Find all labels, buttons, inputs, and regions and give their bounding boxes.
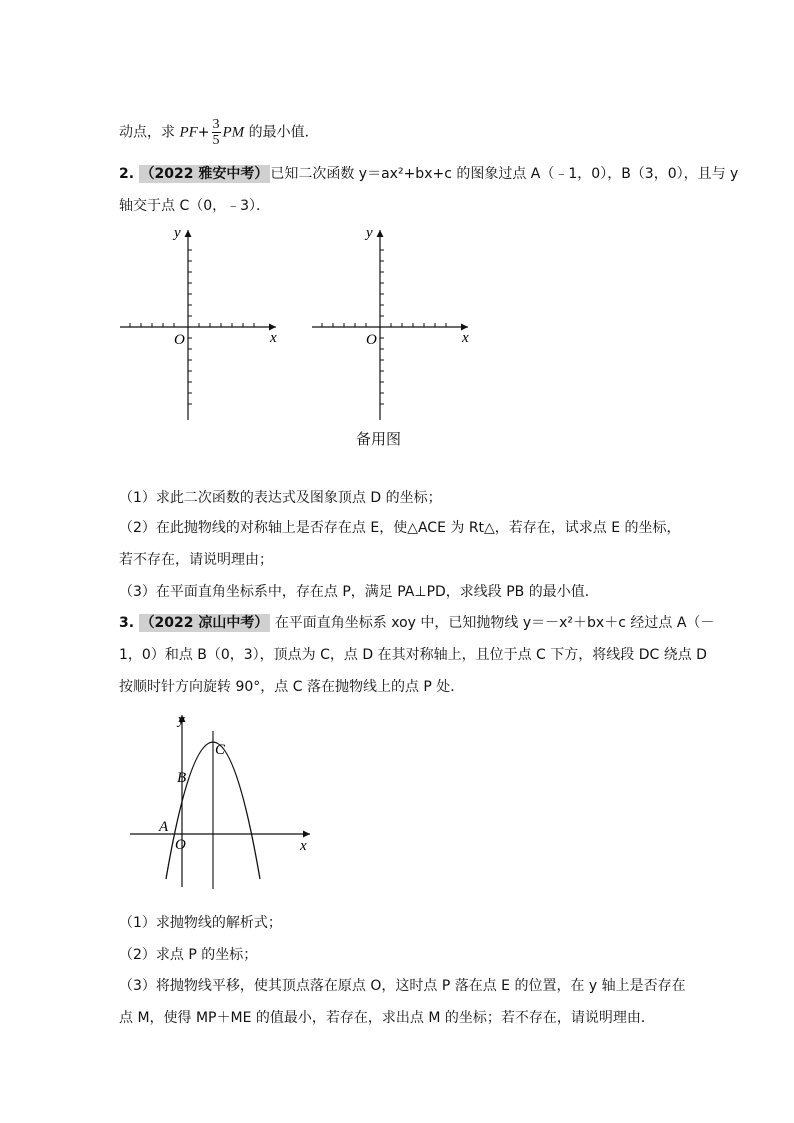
q3-point-a-label: A [159, 819, 169, 835]
q2-number: 2. [119, 166, 135, 182]
q3-origin-label: O [175, 837, 186, 853]
q2-source-tag: （2022 雅安中考） [140, 166, 269, 182]
q2-figure [110, 220, 490, 450]
q3-point-b-label: B [177, 770, 187, 786]
q2-right-x-label: x [462, 330, 469, 346]
q3-line1 [119, 613, 714, 633]
q3-sub3b: 点 M，使得 MP＋ME 的值最小，若存在，求出点 M 的坐标；若不存在，请说明理由． [119, 1010, 655, 1026]
q3-point-c-label: C [215, 742, 226, 758]
q2-left-origin-label: O [174, 332, 185, 348]
q3-sub2: （2）求点 P 的坐标； [119, 947, 258, 963]
q2-line2 [119, 196, 270, 216]
q3-sub3a: （3）将抛物线平移，使其顶点落在原点 O，这时点 P 落在点 E 的位置，在 y 轴上是否存在 [119, 978, 686, 994]
q3-sub1: （1）求抛物线的解析式； [119, 915, 282, 931]
q1-tail-line [119, 117, 319, 148]
q3-source-tag: （2022 凉山中考） [140, 615, 269, 631]
q2-sub3: （3）在平面直角坐标系中，存在点 P，满足 PA⊥PD，求线段 PB 的最小值． [119, 584, 599, 600]
q2-sub1: （1）求此二次函数的表达式及图象顶点 D 的坐标； [119, 490, 442, 506]
q1-expr-b: PM [222, 124, 245, 141]
q2-left-x-label: x [270, 330, 277, 346]
q3-y-label: y [178, 712, 185, 728]
q2-figure-caption: 备用图 [356, 430, 402, 448]
q2-right-origin-label: O [366, 332, 377, 348]
q3-line2: 1，0）和点 B（0，3），顶点为 C，点 D 在其对称轴上，且位于点 C 下方，将线段 DC 绕点 D [119, 647, 707, 663]
q2-stem-line2: 轴交于点 C（0，﹣3）． [119, 198, 271, 214]
q3-stem-line1: 在平面直角坐标系 xoy 中，已知抛物线 y＝－x²＋bx＋c 经过点 A（－ [274, 615, 715, 631]
q1-fraction [212, 117, 221, 148]
q3-number: 3. [119, 615, 135, 631]
q2-right-y-label: y [366, 225, 373, 241]
q3-x-label: x [300, 838, 307, 854]
q1-suffix: 的最小值． [244, 124, 319, 141]
q1-frac-den: 5 [212, 133, 220, 148]
q1-frac-num: 3 [212, 117, 220, 132]
q2-left-y-label: y [174, 225, 181, 241]
q2-sub2a: （2）在此抛物线的对称轴上是否存在点 E，使△ACE 为 Rt△，若存在，试求点 E 的坐标， [119, 520, 681, 536]
q1-prefix: 动点，求 [119, 124, 180, 141]
q1-expr-a: PF [179, 124, 198, 141]
q2-axes-right [312, 230, 468, 420]
q2-line1 [119, 164, 738, 184]
q3-line3: 按顺时针方向旋转 90°，点 C 落在抛物线上的点 P 处． [119, 679, 465, 695]
q3-figure [120, 705, 320, 895]
q2-axes-left [120, 230, 276, 420]
q2-stem-line1: 已知二次函数 y＝ax²+bx+c 的图象过点 A（﹣1，0），B（3，0），且与 y [270, 166, 739, 182]
q2-sub2b: 若不存在，请说明理由； [119, 552, 273, 568]
q1-plus: + [197, 124, 210, 141]
